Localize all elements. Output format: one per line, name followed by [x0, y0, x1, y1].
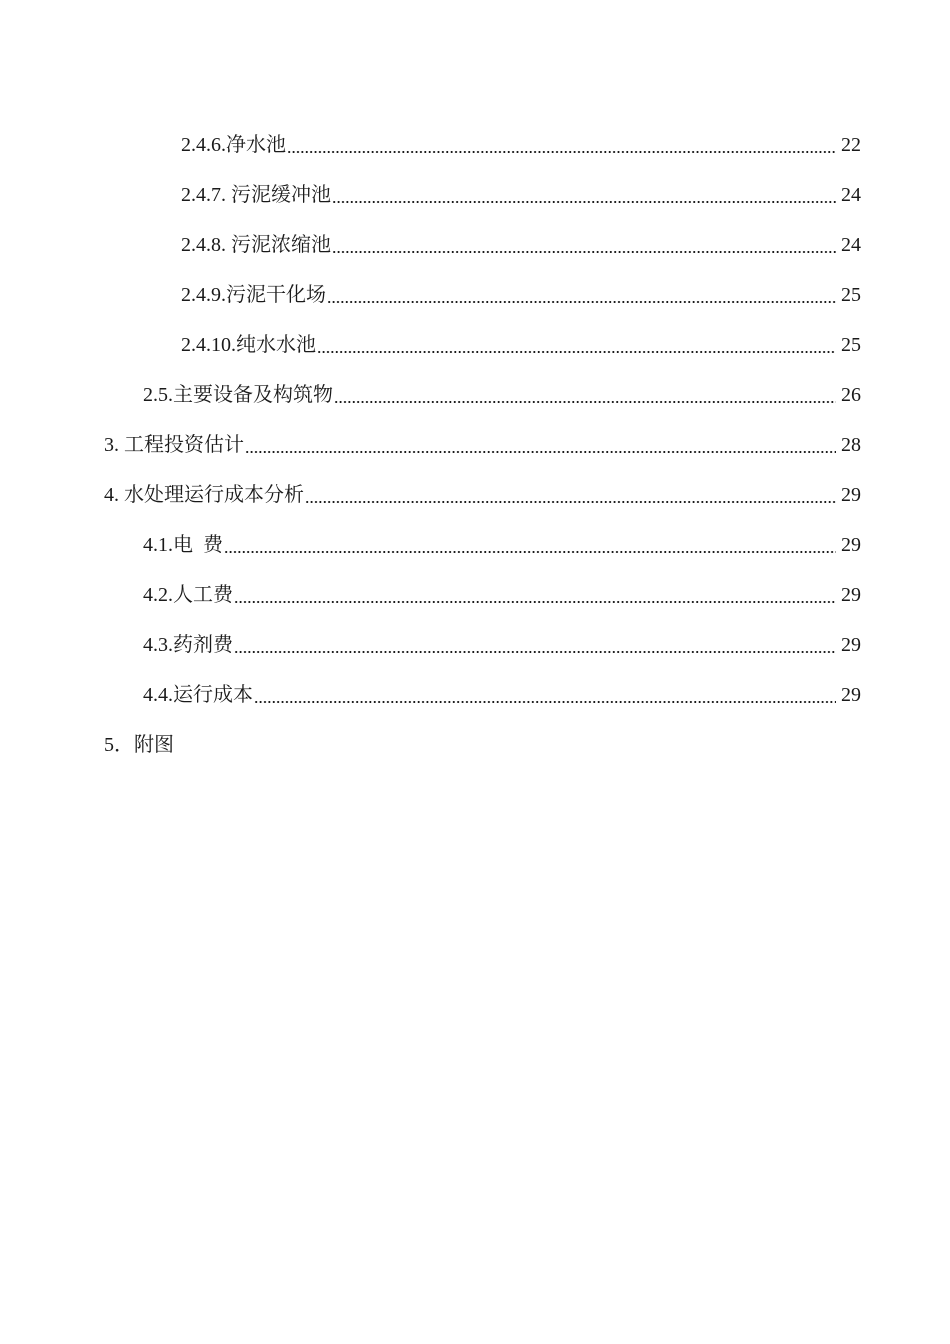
toc-entry-title: 4.4.运行成本: [143, 684, 253, 706]
toc-entry-2-4-6[interactable]: [0, 120, 950, 170]
toc-entry-page-number: 29: [841, 484, 861, 506]
toc-entry-title: 2.4.8. 污泥浓缩池: [181, 234, 331, 256]
toc-entry-2-5[interactable]: [0, 370, 950, 420]
toc-entry-page-number: 24: [841, 184, 861, 206]
toc-entry-title: 4.2.人工费: [143, 584, 233, 606]
toc-entry-4-1[interactable]: [0, 520, 950, 570]
toc-entry-2-4-9[interactable]: [0, 270, 950, 320]
dot-leader: [332, 185, 836, 205]
toc-entry-page-number: 26: [841, 384, 861, 406]
toc-entry-title: 3. 工程投资估计: [104, 434, 244, 456]
toc-entry-page-number: 25: [841, 334, 861, 356]
dot-leader: [317, 335, 836, 355]
toc-entry-4[interactable]: [0, 470, 950, 520]
toc-entry-title: 4.3.药剂费: [143, 634, 233, 656]
dot-leader: [305, 485, 836, 505]
toc-entry-4-2[interactable]: [0, 570, 950, 620]
dot-leader: [234, 635, 836, 655]
dot-leader: [332, 235, 836, 255]
toc-entry-title: 5．附图: [104, 734, 174, 756]
dot-leader: [234, 585, 836, 605]
dot-leader: [287, 135, 836, 155]
toc-entry-title: 2.5.主要设备及构筑物: [143, 384, 333, 406]
dot-leader: [254, 685, 836, 705]
toc-entry-title: 4.1.电 费: [143, 534, 223, 556]
toc-entry-page-number: 28: [841, 434, 861, 456]
toc-entry-page-number: 22: [841, 134, 861, 156]
toc-entry-page-number: 25: [841, 284, 861, 306]
toc-entry-page-number: 29: [841, 534, 861, 556]
toc-entry-page-number: 29: [841, 584, 861, 606]
toc-entry-4-4[interactable]: [0, 670, 950, 720]
toc-entry-3[interactable]: [0, 420, 950, 470]
dot-leader: [327, 285, 836, 305]
toc-entry-title: 2.4.10.纯水水池: [181, 334, 316, 356]
toc-entry-title: 4. 水处理运行成本分析: [104, 484, 304, 506]
toc-entry-2-4-10[interactable]: [0, 320, 950, 370]
toc-entry-4-3[interactable]: [0, 620, 950, 670]
toc-entry-2-4-8[interactable]: [0, 220, 950, 270]
table-of-contents: [0, 120, 950, 770]
toc-entry-page-number: 29: [841, 684, 861, 706]
dot-leader: [224, 535, 836, 555]
toc-entry-5[interactable]: [0, 720, 950, 770]
dot-leader: [334, 385, 836, 405]
toc-entry-title: 2.4.7. 污泥缓冲池: [181, 184, 331, 206]
toc-entry-title: 2.4.9.污泥干化场: [181, 284, 326, 306]
toc-entry-page-number: 29: [841, 634, 861, 656]
dot-leader: [245, 435, 836, 455]
toc-entry-2-4-7[interactable]: [0, 170, 950, 220]
toc-entry-title: 2.4.6.净水池: [181, 134, 286, 156]
toc-entry-page-number: 24: [841, 234, 861, 256]
